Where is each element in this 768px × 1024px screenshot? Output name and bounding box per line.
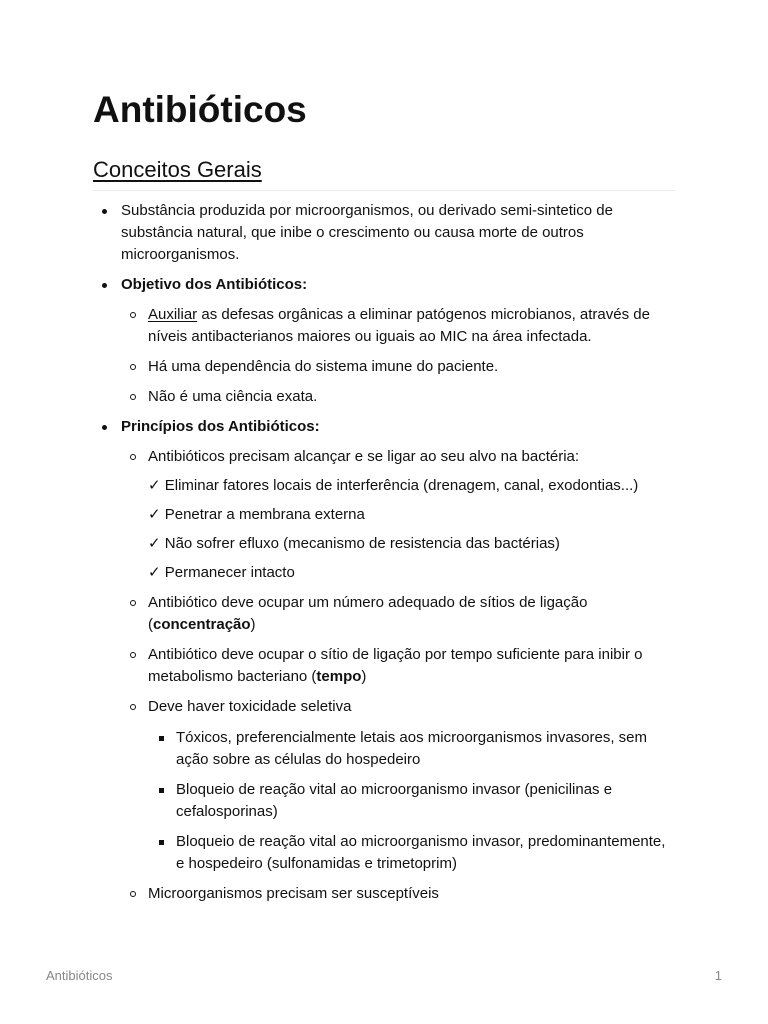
definition-text: Substância produzida por microorganismos, ou derivado semi-sintetico de substância natural, que inibe o crescimento ou causa morte de outros microorganismos.: [121, 202, 613, 263]
sublist-item: [121, 883, 675, 905]
checklist-item: ✓ Eliminar fatores locais de interferência (drenagem, canal, exodontias...): [148, 477, 639, 494]
list-item-definition: [93, 200, 675, 266]
sublist-item-text: Antibiótico deve ocupar o sítio de ligação por tempo suficiente para inibir o metabolismo bacteriano (: [148, 646, 643, 685]
bullet-square-icon: [159, 840, 164, 845]
list-item-principios: [93, 416, 675, 905]
toxicity-sublist: [148, 727, 675, 875]
sublist-item: [121, 644, 675, 688]
bullet-circle-icon: [130, 652, 136, 658]
nested-list-item-text: Bloqueio de reação vital ao microorganismo invasor, predominantemente, e hospedeiro (sulfonamidas e trimetoprim): [176, 833, 666, 872]
sublist-item-text: as defesas orgânicas a eliminar patógenos microbianos, através de níveis antibacterianos maiores ou iguais ao MIC na área infectada.: [148, 306, 650, 345]
sublist-item: [121, 386, 675, 408]
section-heading: Conceitos Gerais: [93, 157, 262, 182]
footer-page-number: 1: [714, 968, 722, 983]
footer-document-title: Antibióticos: [46, 968, 113, 983]
objetivo-sublist: [121, 304, 675, 408]
checklist-item: ✓ Penetrar a membrana externa: [148, 506, 365, 523]
main-list: [93, 200, 675, 905]
sublist-item-text: Microorganismos precisam ser susceptíveis: [148, 885, 439, 902]
bullet-circle-icon: [130, 454, 136, 460]
sublist-item-text: Antibióticos precisam alcançar e se ligar ao seu alvo na bactéria:: [148, 448, 580, 465]
sublist-item-text: Não é uma ciência exata.: [148, 388, 318, 405]
bullet-circle-icon: [130, 891, 136, 897]
checklist-item: ✓ Não sofrer efluxo (mecanismo de resistencia das bactérias): [148, 535, 560, 552]
checklist: [148, 475, 675, 584]
sublist-item: [121, 304, 675, 348]
objetivo-label: Objetivo dos Antibióticos:: [121, 276, 308, 293]
principios-sublist: [121, 446, 675, 905]
checklist-item: ✓ Permanecer intacto: [148, 564, 295, 581]
bullet-square-icon: [159, 736, 164, 741]
principios-label: Princípios dos Antibióticos:: [121, 418, 320, 435]
sublist-item-text: Há uma dependência do sistema imune do paciente.: [148, 358, 499, 375]
document-body: [93, 200, 675, 913]
bullet-square-icon: [159, 788, 164, 793]
sublist-item-text: ): [361, 668, 367, 685]
bullet-circle-icon: [130, 394, 136, 400]
bullet-circle-icon: [130, 704, 136, 710]
sublist-item-text: Deve haver toxicidade seletiva: [148, 698, 352, 715]
bullet-disc-icon: [102, 283, 107, 288]
bold-term: tempo: [316, 668, 362, 685]
sublist-item: [121, 592, 675, 636]
bold-term: concentração: [153, 616, 251, 633]
section-heading-wrap: [93, 156, 675, 191]
sublist-item-text: Antibiótico deve ocupar um número adequado de sítios de ligação (: [148, 594, 588, 633]
sublist-item: [121, 446, 675, 584]
nested-list-item: [148, 779, 675, 823]
nested-list-item: [148, 727, 675, 771]
nested-list-item-text: Bloqueio de reação vital ao microorganismo invasor (penicilinas e cefalosporinas): [176, 781, 613, 820]
sublist-item-text: ): [250, 616, 256, 633]
nested-list-item-text: Tóxicos, preferencialmente letais aos microorganismos invasores, sem ação sobre as células do hospedeiro: [176, 729, 648, 768]
underlined-term: Auxiliar: [148, 306, 198, 323]
page-title: Antibióticos: [93, 89, 307, 130]
sublist-item: [121, 696, 675, 875]
bullet-disc-icon: [102, 209, 107, 214]
bullet-circle-icon: [130, 312, 136, 318]
list-item-objetivo: [93, 274, 675, 408]
sublist-item: [121, 356, 675, 378]
nested-list-item: [148, 831, 675, 875]
bullet-circle-icon: [130, 364, 136, 370]
bullet-disc-icon: [102, 425, 107, 430]
bullet-circle-icon: [130, 600, 136, 606]
